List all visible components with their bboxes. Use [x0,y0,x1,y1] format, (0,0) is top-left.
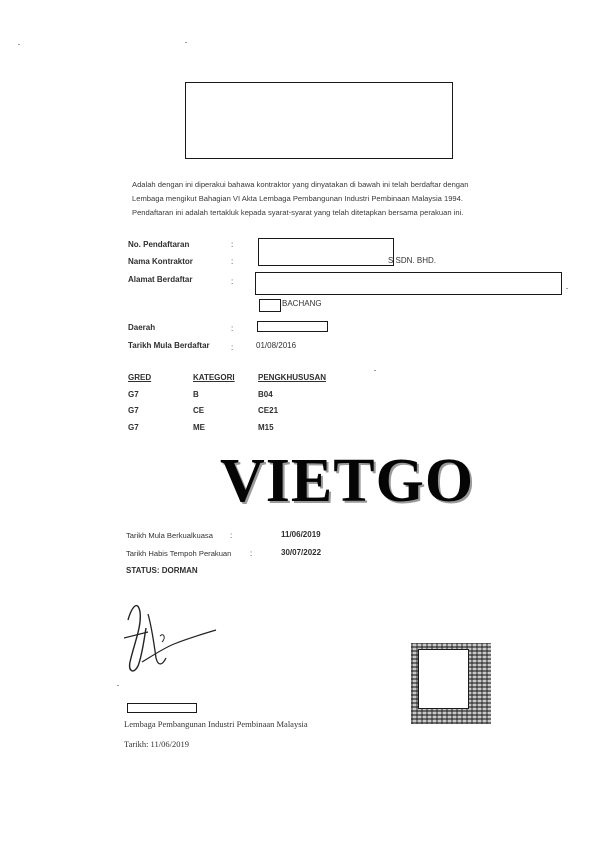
habis-tempoh-value: 30/07/2022 [281,548,322,557]
redacted-daerah [257,321,328,332]
redacted-alamat-line-1 [255,272,562,295]
redacted-header-box [185,82,453,159]
berkuatkuasa-label: Tarikh Mula Berkualkuasa [126,531,213,540]
intro-paragraph [132,178,532,220]
intro-line-3: Pendaftaran ini adalah tertakluk kepada syarat-syarat yang telah ditetapkan bersama perakuan ini. [132,208,464,217]
nama-kontraktor-colon: : [231,257,234,266]
tarikh-mula-label: Tarikh Mula Berdaftar [128,341,210,350]
habis-tempoh-label: Tarikh Habis Tempoh Perakuan [126,549,232,558]
redacted-signatory-name [127,703,197,713]
alamat-line-2: BACHANG [282,299,322,308]
scan-speck [117,685,119,686]
grade-row-1-gred: G7 [128,390,139,399]
footer-date: Tarikh: 11/06/2019 [124,739,189,749]
berkuatkuasa-colon: : [230,531,233,540]
habis-tempoh-colon: : [250,549,253,558]
no-pendaftaran-label: No. Pendaftaran [128,240,190,249]
no-pendaftaran-colon: : [231,240,234,249]
grade-row-3-kategori: ME [193,423,205,432]
grade-row-2-pengkhususan: CE21 [258,406,279,415]
redacted-nama-kontraktor [258,254,394,266]
signature-icon [118,592,223,682]
grade-header-pengkhususan: PENGKHUSUSAN [258,373,327,382]
daerah-colon: : [231,324,234,333]
redacted-alamat-prefix [259,299,281,312]
scan-speck [566,288,568,289]
intro-line-1: Adalah dengan ini diperakui bahawa kontraktor yang dinyatakan di bawah ini telah berdaftar dengan [132,180,469,189]
vietgo-watermark: VIETGO [220,447,475,515]
tarikh-mula-colon: : [231,343,234,352]
tarikh-mula-value: 01/08/2016 [256,341,297,350]
grade-row-2-kategori: CE [193,406,205,415]
grade-row-3-pengkhususan: M15 [258,423,274,432]
footer-org: Lembaga Pembangunan Industri Pembinaan Malaysia [124,719,308,729]
intro-line-2: Lembaga mengikut Bahagian VI Akta Lembaga Pembangunan Industri Pembinaan Malaysia 1994. [132,194,463,203]
nama-kontraktor-label: Nama Kontraktor [128,257,193,266]
nama-kontraktor-suffix: S SDN. BHD. [388,256,437,265]
alamat-label: Alamat Berdaftar [128,275,193,284]
grade-row-2-gred: G7 [128,406,139,415]
daerah-label: Daerah [128,323,156,332]
grade-header-gred: GRED [128,373,152,382]
grade-row-3-gred: G7 [128,423,139,432]
alamat-colon: : [231,277,234,286]
redacted-qr-center [418,649,469,709]
scan-speck [18,44,20,45]
grade-row-1-kategori: B [193,390,199,399]
status-text: STATUS: DORMAN [126,566,198,575]
grade-row-1-pengkhususan: B04 [258,390,273,399]
scan-speck [374,370,376,371]
berkuatkuasa-value: 11/06/2019 [281,530,321,539]
scan-speck [185,42,187,43]
grade-header-kategori: KATEGORI [193,373,235,382]
